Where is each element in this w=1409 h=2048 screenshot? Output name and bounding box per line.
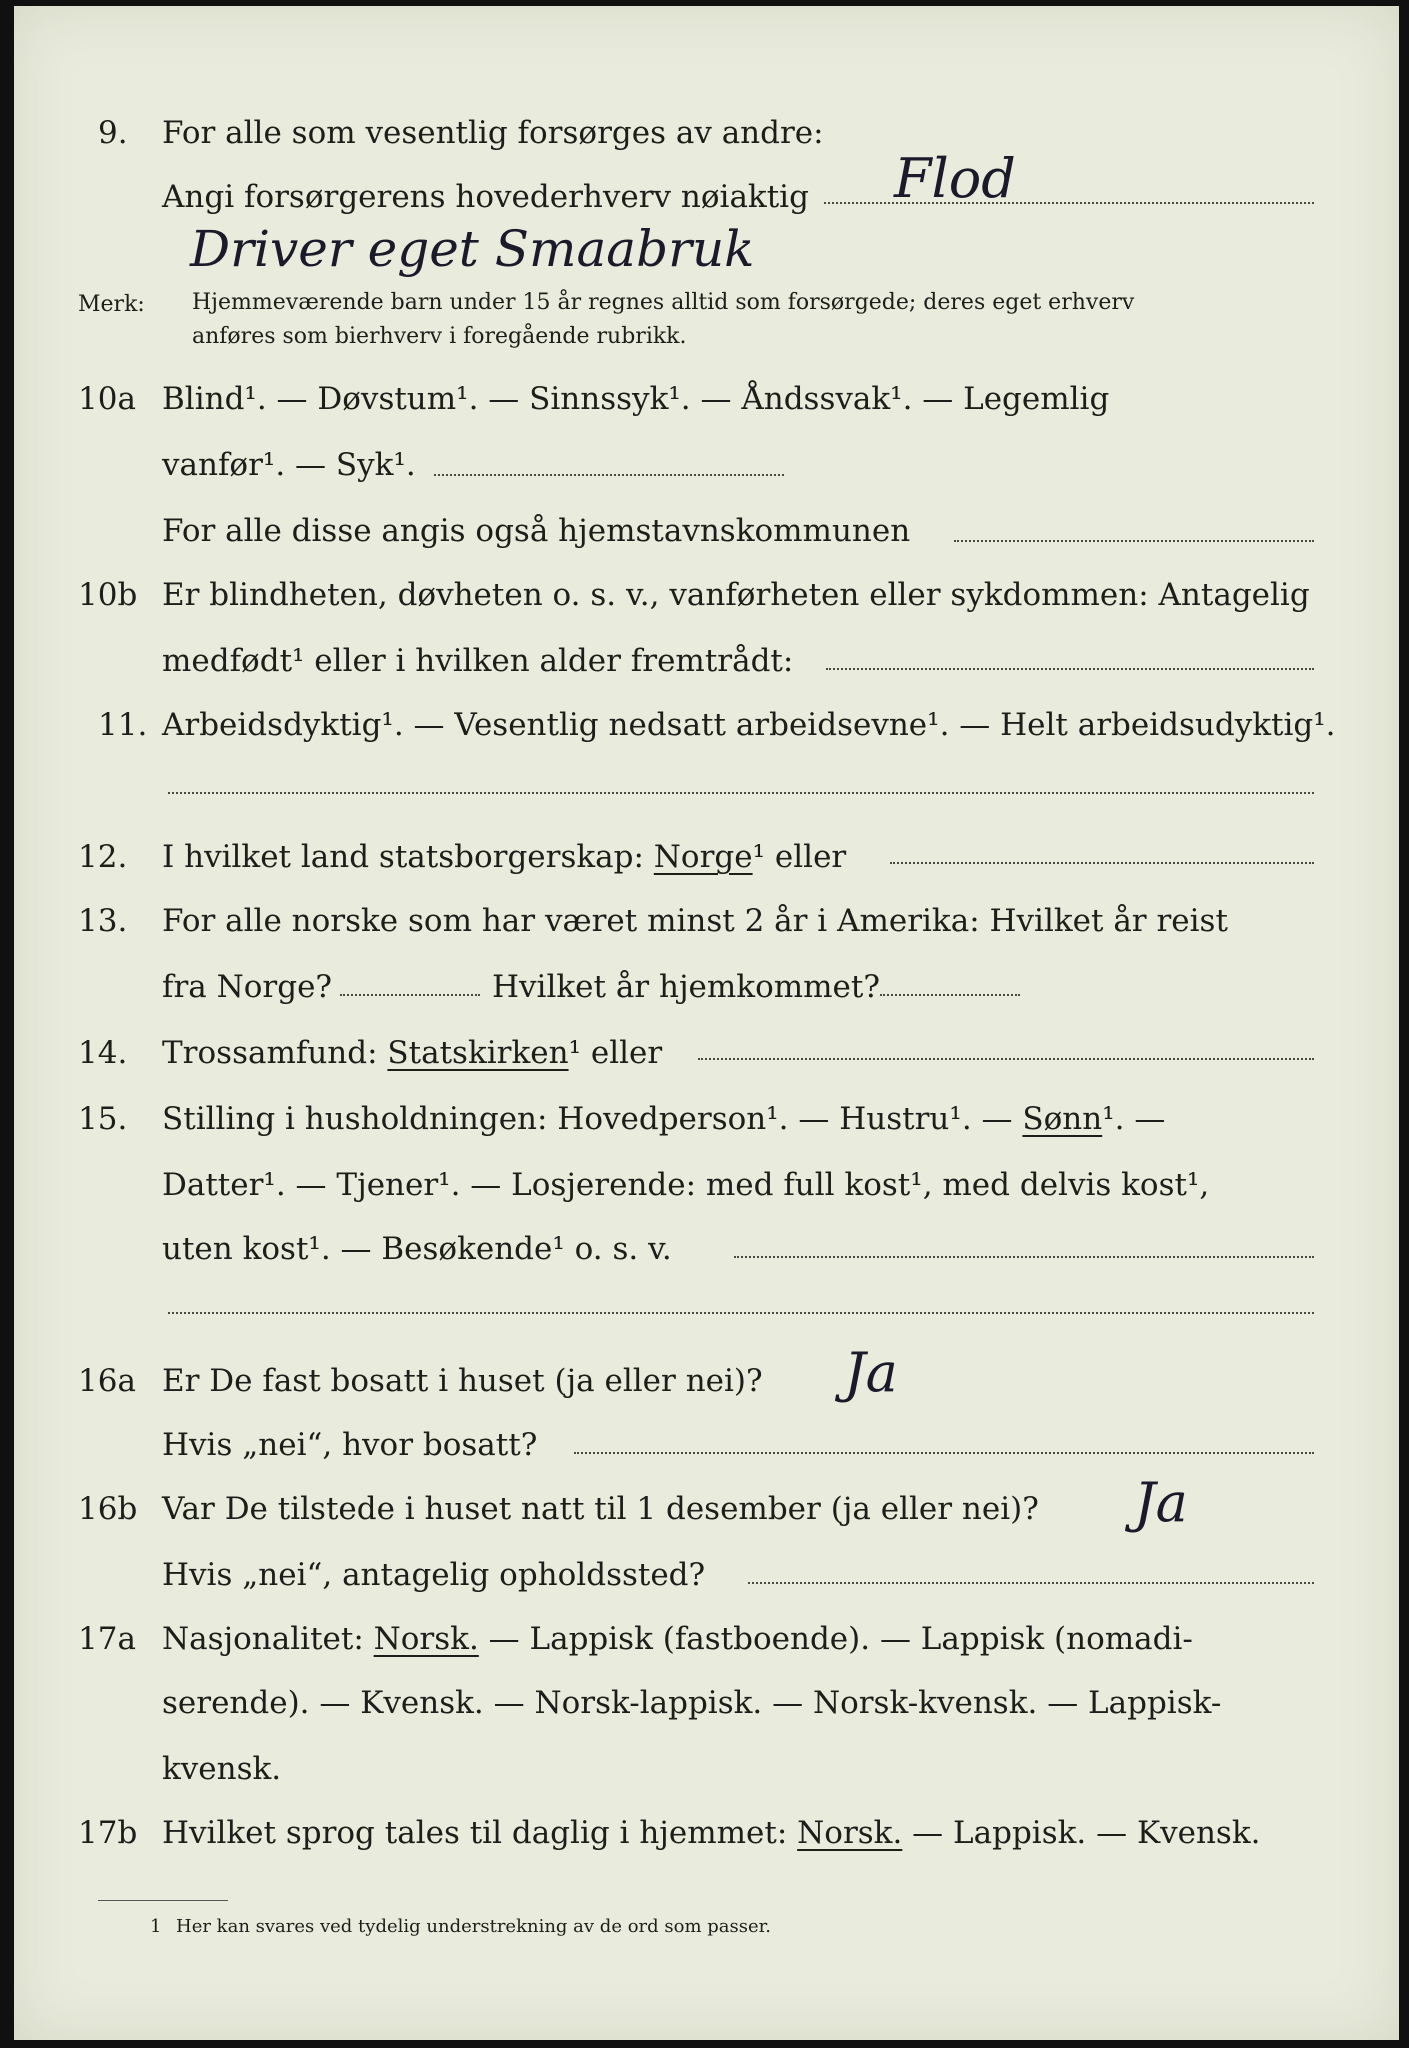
q16a-handwritten-answer: Ja	[844, 1341, 898, 1404]
q9-line2: Angi forsørgerens hovederhverv nøiaktig	[162, 179, 809, 215]
q10b-line1: Er blindheten, døvheten o. s. v., vanførheten eller sykdommen: Antagelig	[162, 577, 1310, 613]
q12-underlined: Norge	[653, 839, 753, 875]
q17b-pre: Hvilket sprog tales til daglig i hjemmet:	[162, 1815, 788, 1851]
q17a-underlined: Norsk.	[373, 1621, 479, 1657]
q17a-line2: serende). — Kvensk. — Norsk-lappisk. — Norsk-kvensk. — Lappisk-	[162, 1685, 1222, 1721]
census-form-page	[14, 6, 1399, 2040]
q10b-answer-line	[826, 668, 1314, 670]
q12-post: ¹ eller	[752, 839, 847, 875]
q13-line2a: fra Norge?	[162, 969, 333, 1005]
q9-handwritten-answer-2: Driver eget Smaabruk	[190, 220, 755, 278]
q15-answer-line	[734, 1256, 1314, 1258]
q13-number: 13.	[78, 903, 128, 939]
q10a-hjemstavn-line	[954, 540, 1314, 542]
q11-line1: Arbeidsdyktig¹. — Vesentlig nedsatt arbeidsevne¹. — Helt arbeidsudyktig¹.	[162, 707, 1336, 743]
q14-pre: Trossamfund:	[162, 1035, 378, 1071]
q17b-number: 17b	[78, 1815, 138, 1851]
q16a-answer-line	[574, 1452, 1314, 1454]
footnote-mark: 1	[150, 1916, 162, 1937]
q13-reist-line	[340, 994, 480, 996]
q16b-handwritten-answer: Ja	[1134, 1471, 1188, 1534]
q16b-line1: Var De tilstede i huset natt til 1 desember (ja eller nei)?	[162, 1491, 1039, 1527]
q14-text	[162, 1035, 663, 1071]
q17b-underlined: Norsk.	[797, 1815, 903, 1851]
q17b-post: — Lappisk. — Kvensk.	[912, 1815, 1261, 1851]
q17a-number: 17a	[78, 1621, 136, 1657]
q16a-number: 16a	[78, 1363, 136, 1399]
q17a-line3: kvensk.	[162, 1751, 282, 1787]
q17a-line1rest: — Lappisk (fastboende). — Lappisk (nomadi-	[488, 1621, 1193, 1657]
q10b-line2: medfødt¹ eller i hvilken alder fremtrådt:	[162, 643, 794, 679]
q16a-line2: Hvis „nei“, hvor bosatt?	[162, 1427, 538, 1463]
q10a-line3: For alle disse angis også hjemstavnskommunen	[162, 513, 911, 549]
q16b-line2: Hvis „nei“, antagelig opholdssted?	[162, 1557, 706, 1593]
q14-number: 14.	[78, 1035, 128, 1071]
q14-post: ¹ eller	[568, 1035, 663, 1071]
q10a-number: 10a	[78, 381, 136, 417]
q13-line1: For alle norske som har været minst 2 år i Amerika: Hvilket år reist	[162, 903, 1228, 939]
q15-line1a: Stilling i husholdningen: Hovedperson¹. — Hustru¹. —	[162, 1101, 1013, 1137]
q12-number: 12.	[78, 839, 128, 875]
q16b-number: 16b	[78, 1491, 138, 1527]
q9-handwritten-answer: Flod	[894, 147, 1016, 210]
q15-line1	[162, 1101, 1166, 1137]
q15-line2: Datter¹. — Tjener¹. — Losjerende: med full kost¹, med delvis kost¹,	[162, 1167, 1210, 1203]
merk-label: Merk:	[78, 292, 145, 317]
q10b-number: 10b	[78, 577, 138, 613]
q10a-line1: Blind¹. — Døvstum¹. — Sinnssyk¹. — Åndssvak¹. — Legemlig	[162, 381, 1110, 417]
q17b-line1	[162, 1815, 1261, 1851]
q15-underlined: Sønn	[1022, 1101, 1103, 1137]
q11-answer-line	[168, 792, 1314, 794]
q11-number: 11.	[98, 707, 148, 743]
q15-answer-line-2	[168, 1312, 1314, 1314]
q17a-pre: Nasjonalitet:	[162, 1621, 364, 1657]
q13-hjemkommet-line	[880, 994, 1020, 996]
q13-line2b: Hvilket år hjemkommet?	[492, 969, 880, 1005]
q10a-line2: vanfør¹. — Syk¹.	[162, 447, 416, 483]
q12-answer-line	[890, 862, 1314, 864]
q16a-line1: Er De fast bosatt i huset (ja eller nei)?	[162, 1363, 763, 1399]
q14-underlined: Statskirken	[387, 1035, 569, 1071]
q9-number: 9.	[98, 115, 128, 151]
footnote-text: Her kan svares ved tydelig understrekning av de ord som passer.	[176, 1916, 771, 1937]
q12-text	[162, 839, 847, 875]
q9-line1: For alle som vesentlig forsørges av andre:	[162, 115, 824, 151]
q10a-answer-line	[434, 474, 784, 476]
footnote-rule	[98, 1900, 228, 1901]
q14-answer-line	[698, 1058, 1314, 1060]
q15-number: 15.	[78, 1101, 128, 1137]
q16b-answer-line	[748, 1582, 1314, 1584]
q15-line3: uten kost¹. — Besøkende¹ o. s. v.	[162, 1231, 672, 1267]
merk-line1: Hjemmeværende barn under 15 år regnes alltid som forsørgede; deres eget erhverv	[192, 290, 1135, 315]
q17a-line1	[162, 1621, 1193, 1657]
q15-line1b: ¹. —	[1102, 1101, 1166, 1137]
merk-line2: anføres som bierhverv i foregående rubrikk.	[192, 324, 687, 349]
q12-pre: I hvilket land statsborgerskap:	[162, 839, 644, 875]
